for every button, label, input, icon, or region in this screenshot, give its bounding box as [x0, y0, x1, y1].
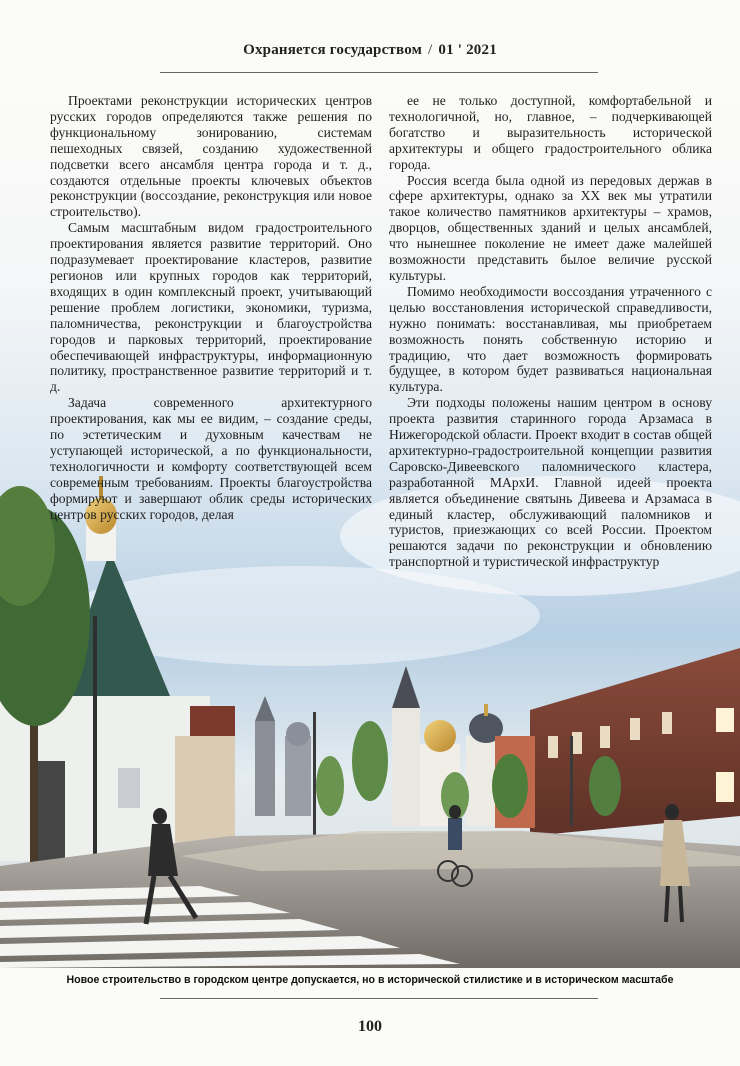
- paragraph: Самым масштабным видом градостроительного проектирования является развитие территорий. Оно подразумевает проектирование кластеров, развитие регионов или крупных городов как территорий, входящих в один комплексный проект, учитывающий решение проблем логистики, экономики, туризма, паломничества, реконструкции и благоустройства городов и парковых территорий, проектирование обеспечивающей инфраструктуры, информационную политику, пространственное развитие территорий и т. д.: [50, 220, 372, 395]
- article-column-right: [389, 93, 712, 570]
- paragraph: Проектами реконструкции исторических центров русских городов определяются также решения по функциональному зонированию, системам пешеходных связей, созданию художественной подсветки всего ансамбля центра города и т. д., создаются отдельные проекты ключевых объектов реконструкции (воссоздание, реконструкция или новое строительство).: [50, 93, 372, 220]
- paragraph: Эти подходы положены нашим центром в основу проекта развития старинного города Арзамаса в Нижегородской области. Проект входит в состав общей архитектурно-градостроительной концепции развития Саровско-Дивеевского паломнического кластера, разработанной МАрхИ. Главной идеей проекта является объединение святынь Дивеева и Арзамаса в единый кластер, обслуживающий паломников и туристов, приезжающих со всей России. Проектом решаются задачи по реконструкции и обновлению транспортной и туристической инфраструктур: [389, 395, 712, 570]
- paragraph: ее не только доступной, комфортабельной и технологичной, но, главное, – подчеркивающей богатство и выразительность исторической архитектуры и общего градостроительного облика города.: [389, 93, 712, 172]
- paragraph: Задача современного архитектурного проектирования, как мы ее видим, – создание среды, по эстетическим и духовным качествам не уступающей исторической, а по функциональности, технологичности и комфорту соответствующей всем современным требованиям. Проекты благоустройства формируют и завершают облик среды исторических центров русских городов, делая: [50, 395, 372, 522]
- header-separator: /: [428, 42, 433, 58]
- magazine-title: Охраняется государством: [243, 42, 423, 58]
- figure-caption: Новое строительство в городском центре допускается, но в исторической стилистике и в историческом масштабе: [66, 974, 674, 986]
- issue-number: 01 ' 2021: [438, 42, 497, 58]
- paragraph: Россия всегда была одной из передовых держав в сфере архитектуры, однако за XX век мы утратили такое количество памятников архитектуры – храмов, дворцов, общественных зданий и целых ансамблей, что нынешнее поколение не имеет даже малейшей возможности представить былое величие русской культуры.: [389, 172, 712, 283]
- footer-rule: [160, 998, 598, 999]
- paragraph: Помимо необходимости воссоздания утраченного с целью восстановления исторической справедливости, нужно понимать: восстанавливая, мы приобретаем возможность понять собственную историю и традицию, что дает возможность формировать будущее, в котором будет развиваться национальная культура.: [389, 283, 712, 395]
- page-number: 100: [358, 1018, 382, 1035]
- header-rule: [160, 72, 598, 73]
- article-column-left: [50, 93, 372, 522]
- running-header: [0, 42, 740, 59]
